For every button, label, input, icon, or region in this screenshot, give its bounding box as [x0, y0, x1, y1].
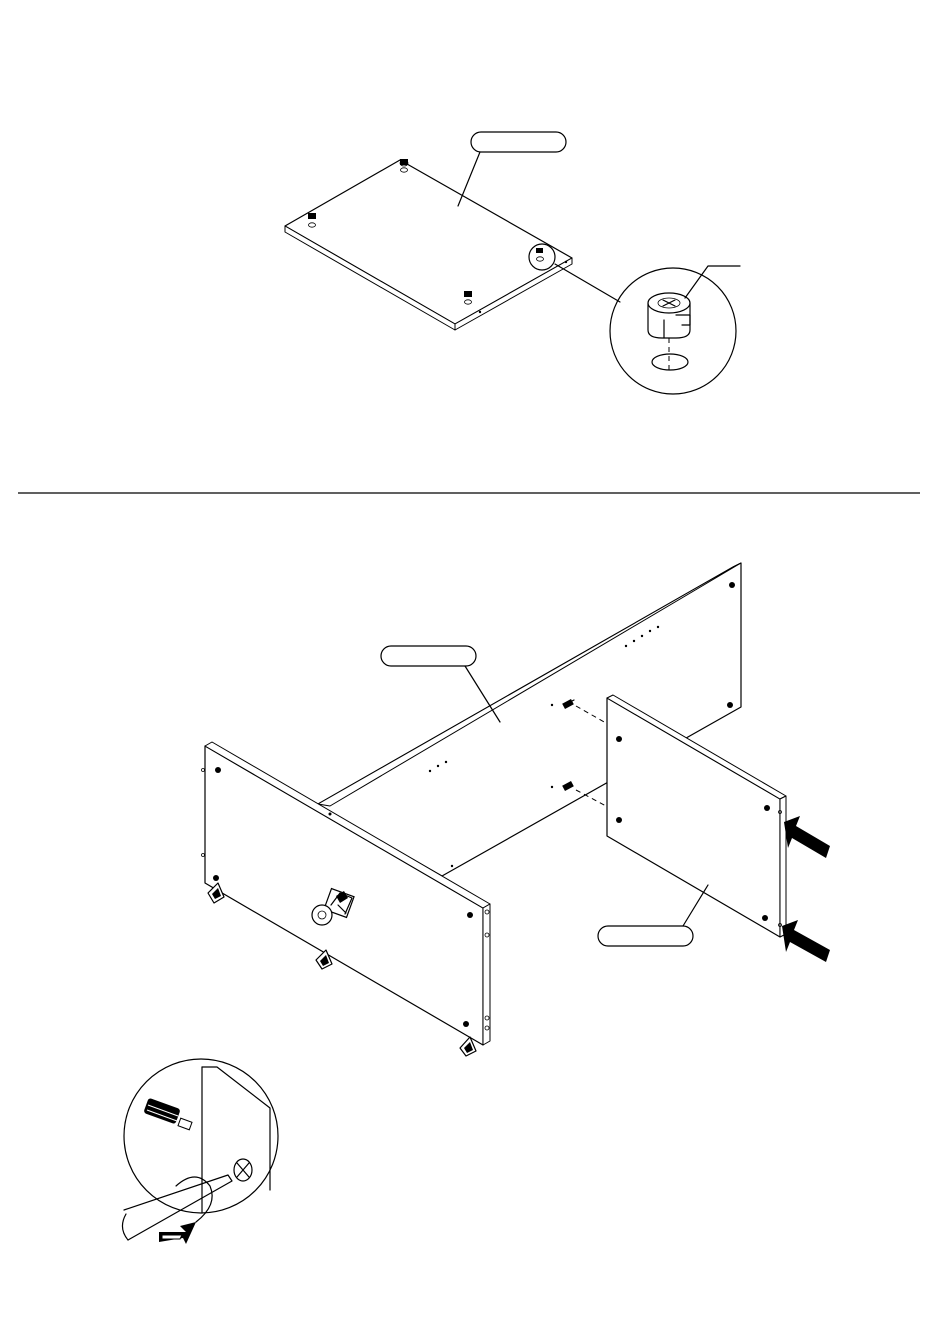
cam-lock-detail	[555, 264, 740, 394]
push-arrow-icon	[782, 920, 830, 962]
push-arrow-icon	[784, 816, 830, 858]
right-panel-callout	[598, 885, 708, 946]
cam-lock-icon	[648, 293, 690, 338]
screwdriver-detail	[122, 1059, 278, 1244]
top-board-callout	[458, 132, 566, 206]
dowel-icon	[143, 1098, 192, 1130]
cam-lock-icon	[234, 1159, 252, 1181]
top-board	[285, 159, 572, 330]
step-two	[122, 563, 830, 1244]
step-one	[285, 132, 740, 394]
